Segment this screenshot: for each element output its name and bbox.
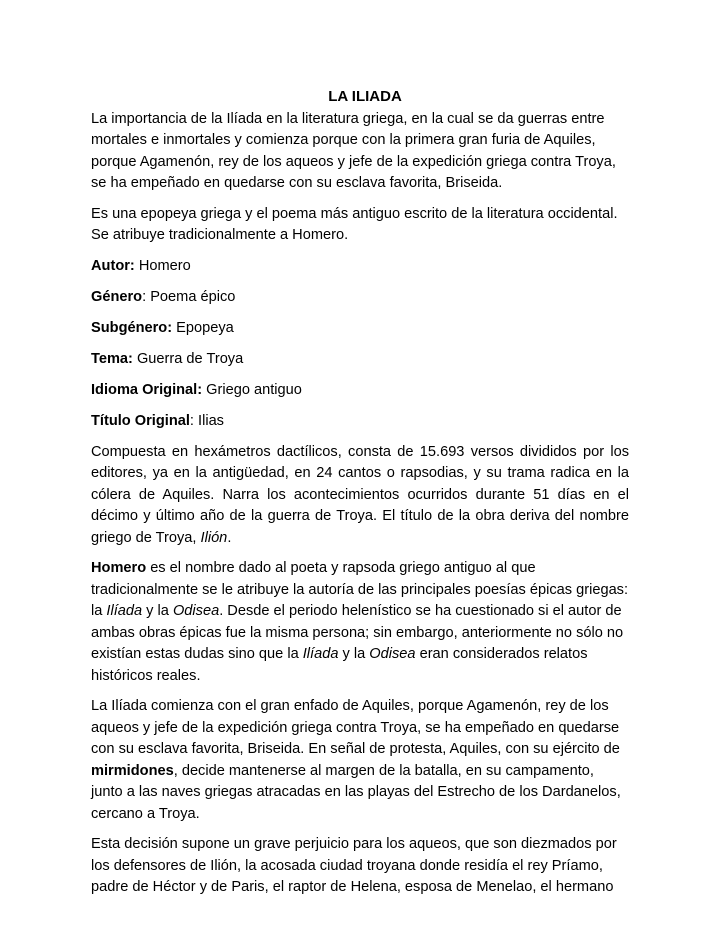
italic-term: Odisea <box>369 646 416 662</box>
field-label: Título Original <box>91 412 190 429</box>
text-run: Compuesta en hexámetros dactílicos, consta de 15.693 versos divididos por los editores, ya en la antigüedad, en 24 cantos o rapsodias, y su trama radica en la cólera de Aquiles. Narra los acontecimientos ocurridos durante 51 días en el décimo y último año de la guerra de Troya. El título de la obra deriva del nombre griego de Troya, <box>91 443 629 546</box>
document-title: LA ILIADA <box>328 88 402 105</box>
field-genero <box>91 287 629 309</box>
field-label: Tema: <box>91 350 133 367</box>
text-run: y la <box>338 646 370 662</box>
bold-term: Homero <box>91 560 147 576</box>
field-tema <box>91 349 629 371</box>
field-value: Guerra de Troya <box>132 350 244 367</box>
text-run: es el nombre dado al poeta y rapsoda griego antiguo al que tradicionalmente se le atribuye la autoría de las principales poesías épicas griegas: la <box>91 560 629 619</box>
paragraph-intro: La importancia de la Ilíada en la literatura griega, en la cual se da guerras entre mortales e inmortales y comienza porque con la primera gran furia de Aquiles, porque Agamenón, rey de los aqueos y jefe de la expedición griega contra Troya, se ha empeñado en quedarse con su esclava favorita, Briseida. <box>91 110 616 191</box>
field-value: : Ilias <box>189 412 224 429</box>
field-value: Homero <box>134 257 191 274</box>
field-subgenero <box>91 318 629 340</box>
paragraph-comienzo <box>91 696 629 825</box>
paragraph-decision: Esta decisión supone un grave perjuicio para los aqueos, que son diezmados por los defensores de Ilión, la acosada ciudad troyana donde residía el rey Príamo, padre de Héctor y de Paris, el raptor de Helena, esposa de Menelao, el hermano <box>91 836 617 895</box>
document-page <box>91 86 629 908</box>
italic-term: Odisea <box>172 603 220 619</box>
text-run: eran considerados relatos históricos reales. <box>91 646 588 684</box>
field-label: Autor: <box>91 257 135 274</box>
italic-term: Ilíada <box>106 603 143 619</box>
field-value: Epopeya <box>172 319 234 336</box>
paragraph-homero <box>91 558 629 687</box>
text-run: . <box>227 529 232 546</box>
italic-term: Ilión <box>200 529 228 546</box>
text-run: La Ilíada comienza con el gran enfado de Aquiles, porque Agamenón, rey de los aqueos y jefe de la expedición griega contra Troya, se ha empeñado en quedarse con su esclava favorita, Briseida. En señal de protesta, Aquiles, con su ejército de <box>91 698 620 757</box>
field-label: Género <box>91 288 143 305</box>
field-autor <box>91 256 629 278</box>
text-run: , decide mantenerse al margen de la batalla, en su campamento, junto a las naves griegas atracadas en las playas del Estrecho de los Dardanelos, cercano a Troya. <box>91 762 621 822</box>
paragraph-composicion <box>91 442 629 550</box>
paragraph-epopeya: Es una epopeya griega y el poema más antiguo escrito de la literatura occidental. Se atribuye tradicionalmente a Homero. <box>91 205 618 243</box>
text-run: . Desde el periodo helenístico se ha cuestionado si el autor de ambas obras épicas fue la misma persona; sin embargo, anteriormente no sólo no existían estas dudas sino que la <box>91 603 624 662</box>
field-titulo-original <box>91 411 629 433</box>
field-label: Idioma Original: <box>91 381 203 398</box>
field-idioma-original <box>91 380 629 402</box>
field-value: : Poema épico <box>142 288 236 305</box>
text-run: y la <box>142 603 173 619</box>
field-value: Griego antiguo <box>202 381 302 398</box>
italic-term: Ilíada <box>302 646 339 662</box>
bold-term: mirmidones <box>91 762 174 779</box>
field-label: Subgénero: <box>91 319 173 336</box>
